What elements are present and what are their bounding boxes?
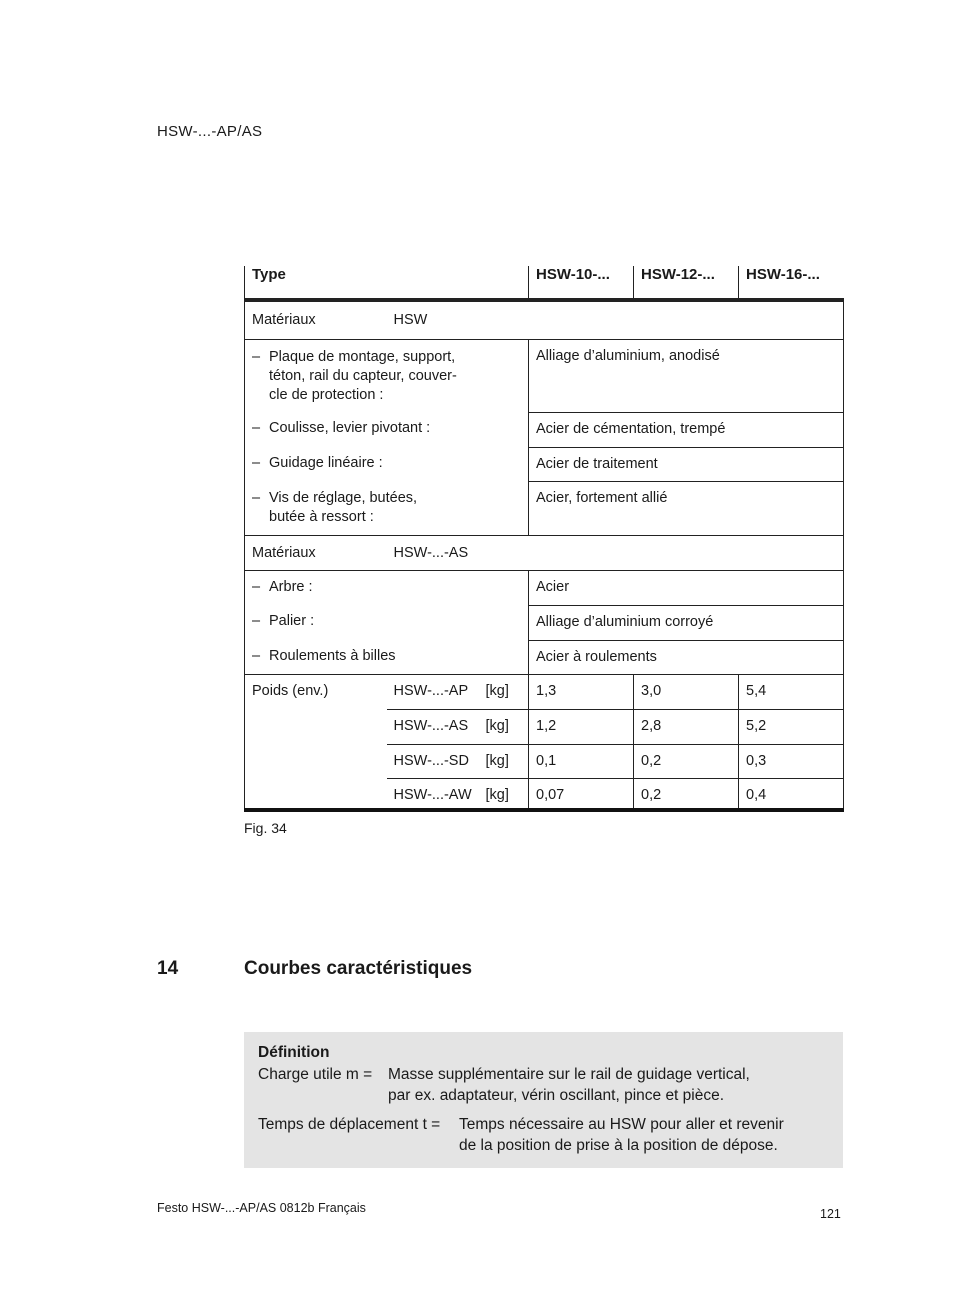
definition-text: par ex. adaptateur, vérin oscillant, pince et pièce. — [388, 1087, 725, 1104]
weight-unit: [kg] — [483, 674, 529, 709]
materials-variant: HSW — [387, 300, 844, 339]
materials-variant: HSW-...-AS — [387, 535, 844, 570]
table-row — [245, 412, 844, 447]
header-type: Type — [245, 266, 529, 300]
weight-value: 3,0 — [634, 674, 739, 709]
table-header-row — [245, 266, 844, 300]
weight-value: 5,4 — [739, 674, 844, 709]
weight-value: 5,2 — [739, 709, 844, 744]
weight-value: 2,8 — [634, 709, 739, 744]
table-row — [245, 339, 844, 412]
section-number: 14 — [157, 958, 179, 979]
material-value: Alliage d’aluminium corroyé — [529, 605, 844, 640]
material-value: Alliage d’aluminium, anodisé — [529, 339, 844, 412]
materials-as-row — [245, 535, 844, 570]
material-item: – Plaque de montage, support, téton, rail du capteur, couver- cle de protection : — [245, 339, 529, 412]
material-value: Acier de cémentation, trempé — [529, 412, 844, 447]
weight-value: 0,2 — [634, 778, 739, 810]
page-number: 121 — [820, 1207, 841, 1221]
weight-variant: HSW-...-AW — [387, 778, 483, 810]
section-title: Courbes caractéristiques — [244, 958, 473, 979]
table-row — [245, 447, 844, 481]
weight-label: Poids (env.) — [245, 674, 387, 810]
material-value: Acier de traitement — [529, 447, 844, 481]
material-item: – Guidage linéaire : — [245, 447, 529, 481]
weight-value: 0,1 — [529, 744, 634, 778]
definition-term: Temps de déplacement t = — [258, 1116, 441, 1133]
weight-value: 1,2 — [529, 709, 634, 744]
specifications-table — [244, 266, 844, 812]
weight-value: 0,4 — [739, 778, 844, 810]
weight-variant: HSW-...-AP — [387, 674, 483, 709]
table-row — [245, 605, 844, 640]
weight-variant: HSW-...-AS — [387, 709, 483, 744]
table-row — [245, 640, 844, 674]
definition-text: Temps nécessaire au HSW pour aller et revenir — [459, 1116, 784, 1133]
weight-value: 0,3 — [739, 744, 844, 778]
material-item: – Roulements à billes — [245, 640, 529, 674]
figure-caption: Fig. 34 — [244, 820, 287, 836]
weight-row — [245, 674, 844, 709]
materials-label: Matériaux — [245, 535, 387, 570]
weight-value: 1,3 — [529, 674, 634, 709]
weight-value: 0,07 — [529, 778, 634, 810]
header-hsw12: HSW-12-... — [634, 266, 739, 300]
weight-value: 0,2 — [634, 744, 739, 778]
table-row — [245, 570, 844, 605]
document-header: HSW-...-AP/AS — [157, 123, 263, 140]
table-row — [245, 481, 844, 535]
header-hsw16: HSW-16-... — [739, 266, 844, 300]
material-item: – Vis de réglage, butées, butée à ressort : — [245, 481, 529, 535]
definition-box — [244, 1032, 843, 1168]
definition-text: de la position de prise à la position de dépose. — [459, 1137, 778, 1154]
weight-unit: [kg] — [483, 744, 529, 778]
materials-hsw-row — [245, 300, 844, 339]
material-item: – Arbre : — [245, 570, 529, 605]
definition-term: Charge utile m = — [258, 1066, 373, 1083]
weight-unit: [kg] — [483, 778, 529, 810]
material-value: Acier — [529, 570, 844, 605]
material-item: – Coulisse, levier pivotant : — [245, 412, 529, 447]
definition-heading: Définition — [258, 1044, 330, 1061]
material-value: Acier, fortement allié — [529, 481, 844, 535]
weight-variant: HSW-...-SD — [387, 744, 483, 778]
materials-label: Matériaux — [245, 300, 387, 339]
material-item: – Palier : — [245, 605, 529, 640]
footer-text: Festo HSW-...-AP/AS 0812b Français — [157, 1201, 366, 1215]
header-hsw10: HSW-10-... — [529, 266, 634, 300]
material-value: Acier à roulements — [529, 640, 844, 674]
weight-unit: [kg] — [483, 709, 529, 744]
definition-text: Masse supplémentaire sur le rail de guidage vertical, — [388, 1066, 750, 1083]
